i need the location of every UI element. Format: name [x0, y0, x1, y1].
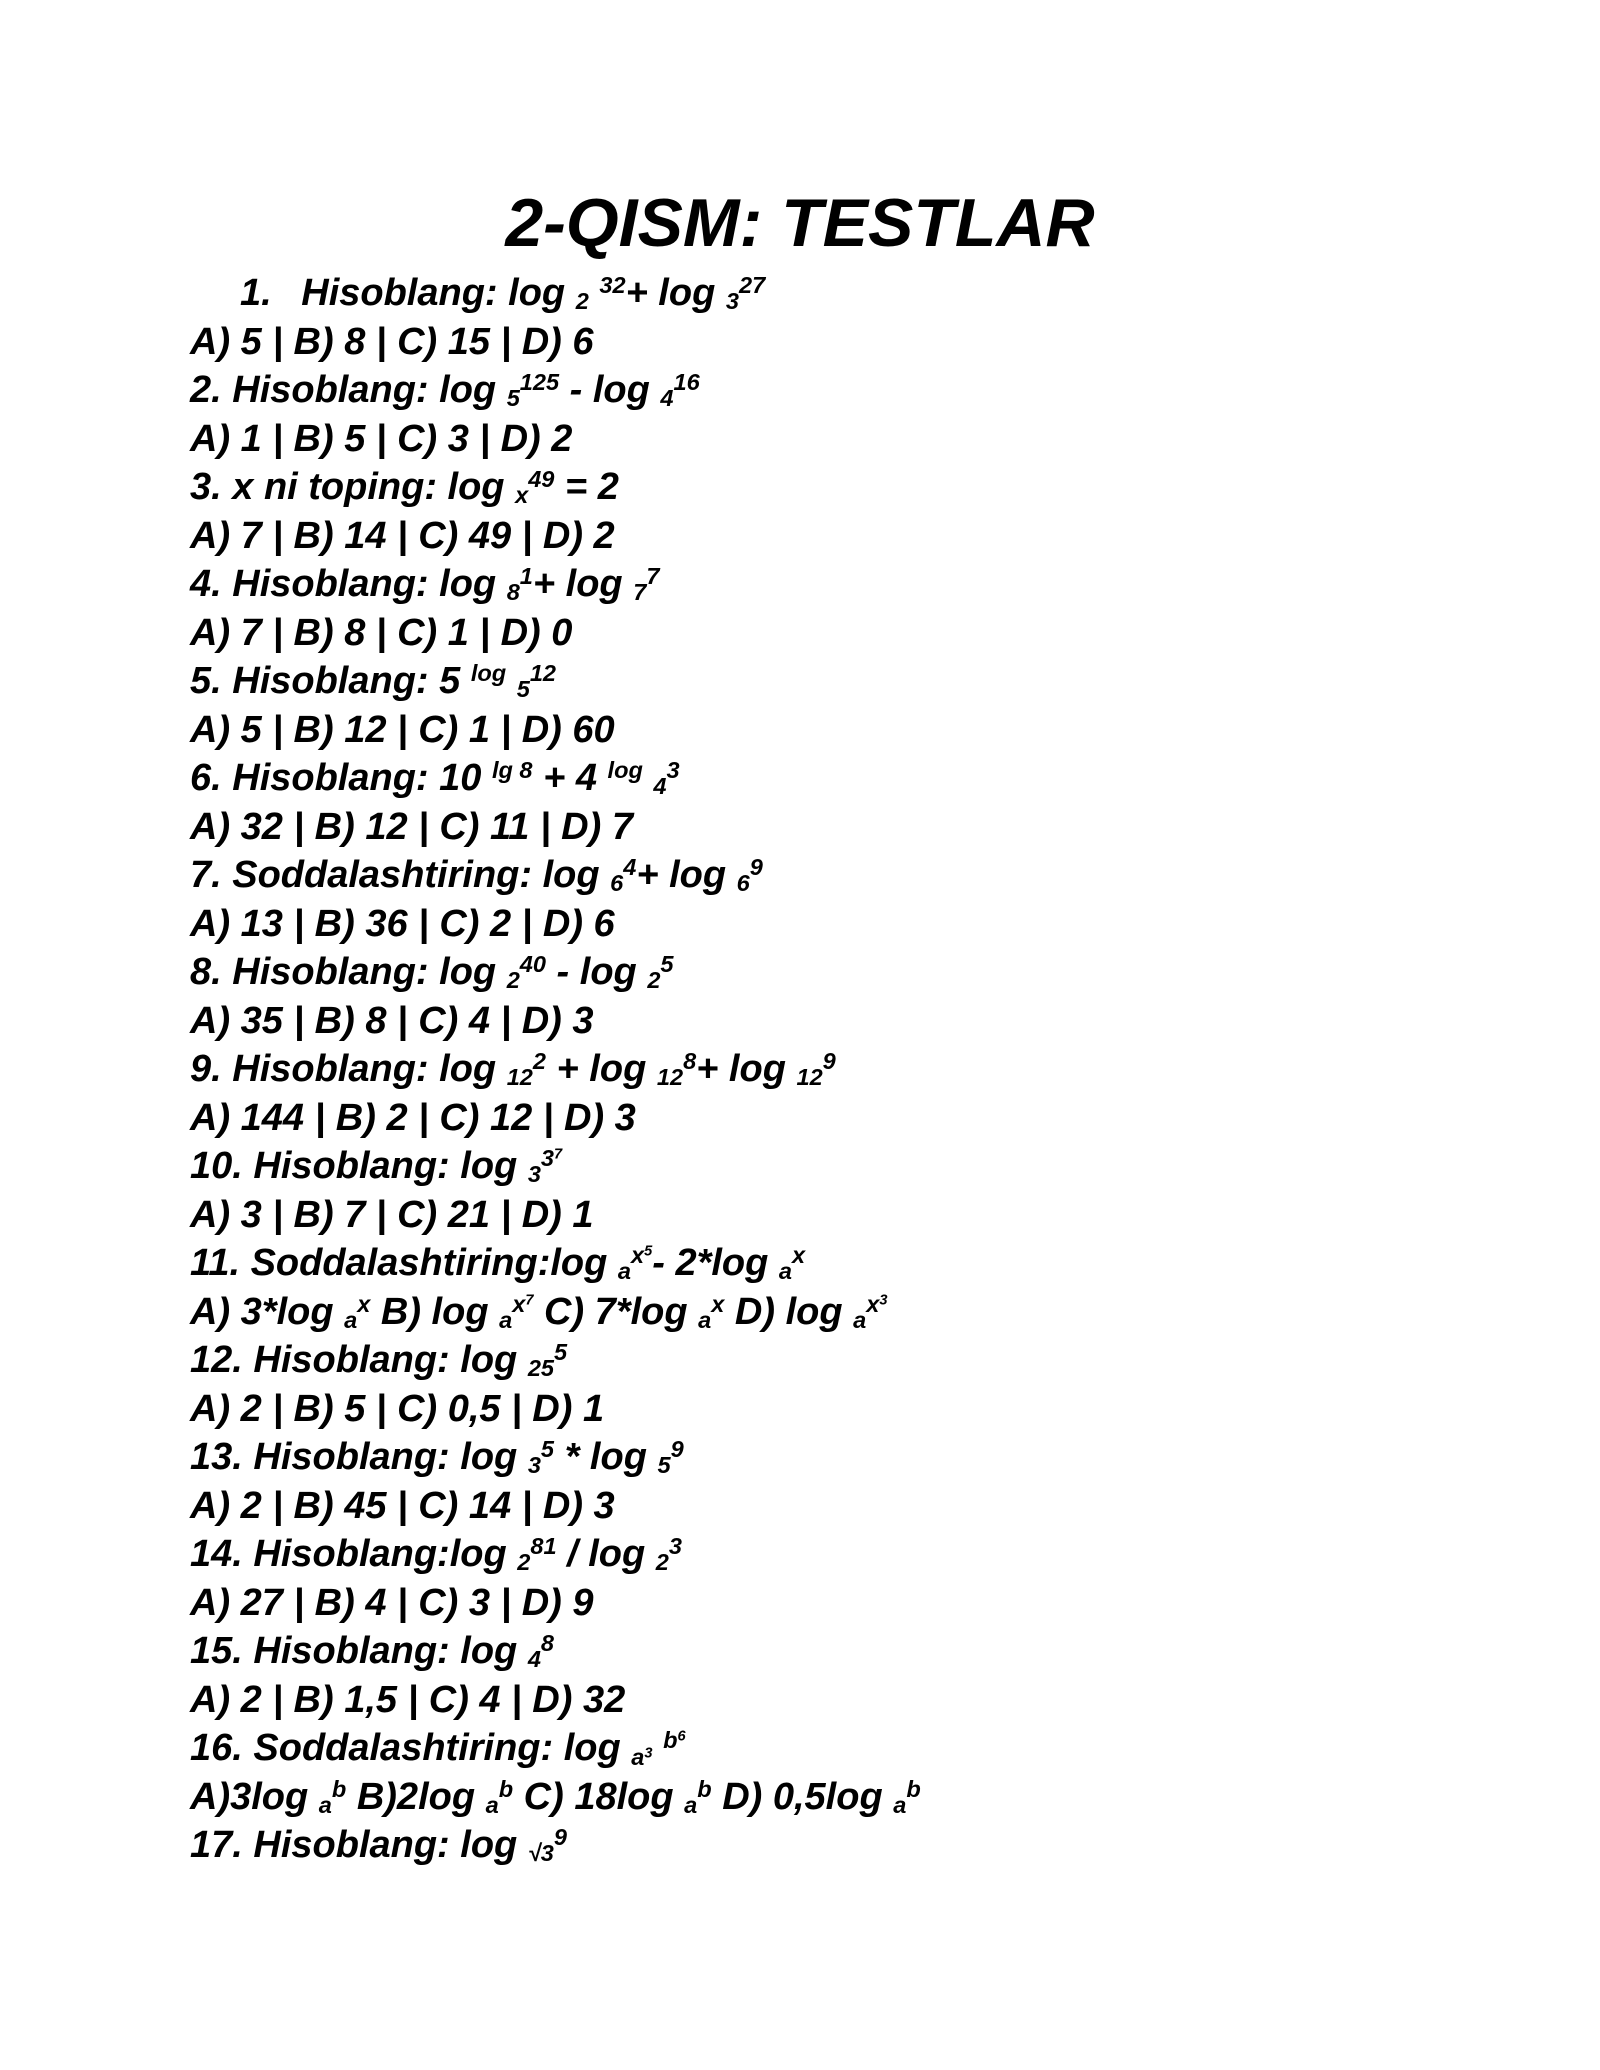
answer-line: A) 32 | B) 12 | C) 11 | D) 7: [190, 805, 633, 848]
question-line: 16. Soddalashtiring: log $_{a^3}$ $^{b^6}$: [190, 1727, 686, 1770]
question-list: [0, 269, 1600, 1870]
answer-line: A) 3*log $_a^x$ B) log $_a^{x^7}$ C) 7*log $_a^x$ D) log $_a^{x^3}$: [190, 1290, 888, 1334]
question-line: 6. Hisoblang: 10 $^{lg 8}$ + 4 $^{log}$ $_4^3$: [190, 757, 680, 800]
answer-line: A)3log $_a^b$ B)2log $_a^b$ C) 18log $_a^b$ D) 0,5log $_a^b$: [190, 1775, 921, 1819]
answer-line: A) 1 | B) 5 | C) 3 | D) 2: [190, 417, 573, 460]
page-title: 2-QISM: TESTLAR: [505, 185, 1095, 261]
answer-line: A) 5 | B) 8 | C) 15 | D) 6: [190, 320, 594, 363]
answer-line: A) 3 | B) 7 | C) 21 | D) 1: [190, 1193, 594, 1236]
question-line: 9. Hisoblang: log $_{12}^2$ + log $_{12}^8$+ log $_{12}^9$: [190, 1048, 836, 1091]
question-line: 10. Hisoblang: log $_3^{3^7}$: [190, 1145, 563, 1188]
answer-line: A) 35 | B) 8 | C) 4 | D) 3: [190, 999, 594, 1042]
answer-line: A) 13 | B) 36 | C) 2 | D) 6: [190, 902, 615, 945]
question-line: 11. Soddalashtiring:log $_a^{x^5}$- 2*log $_a^x$: [190, 1242, 806, 1285]
question-line: 15. Hisoblang: log $_4^8$: [190, 1630, 555, 1673]
question-line: 8. Hisoblang: log $_2^{40}$ - log $_2^5$: [190, 951, 674, 994]
answer-line: A) 2 | B) 1,5 | C) 4 | D) 32: [190, 1678, 626, 1721]
question-line: 3. x ni toping: log $_x^{49}$ = 2: [190, 466, 619, 509]
question-line: 1. Hisoblang: log $_2$ $^{32}$+ log $_3^{27}$: [240, 272, 766, 315]
answer-line: A) 7 | B) 8 | C) 1 | D) 0: [190, 611, 573, 654]
answer-line: A) 27 | B) 4 | C) 3 | D) 9: [190, 1581, 594, 1624]
question-line: 14. Hisoblang:log $_2^{81}$ / log $_2^3$: [190, 1533, 682, 1576]
question-line: 5. Hisoblang: 5 $^{log}$ $_5^{12}$: [190, 660, 557, 703]
question-line: 7. Soddalashtiring: log $_6^4$+ log $_6^9$: [190, 854, 763, 897]
answer-line: A) 2 | B) 45 | C) 14 | D) 3: [190, 1484, 615, 1527]
answer-line: A) 144 | B) 2 | C) 12 | D) 3: [190, 1096, 636, 1139]
answer-line: A) 5 | B) 12 | C) 1 | D) 60: [190, 708, 615, 751]
answer-line: A) 2 | B) 5 | C) 0,5 | D) 1: [190, 1387, 605, 1430]
question-line: 13. Hisoblang: log $_3^5$ * log $_5^9$: [190, 1436, 684, 1479]
question-line: 2. Hisoblang: log $_5^{125}$ - log $_4^{16}$: [190, 369, 700, 412]
question-line: 12. Hisoblang: log $_{25}^5$: [190, 1339, 568, 1382]
question-line: 4. Hisoblang: log $_8^1$+ log $_7^7$: [190, 563, 660, 606]
answer-line: A) 7 | B) 14 | C) 49 | D) 2: [190, 514, 615, 557]
question-line: 17. Hisoblang: log $_{√3}^9$: [190, 1824, 567, 1867]
